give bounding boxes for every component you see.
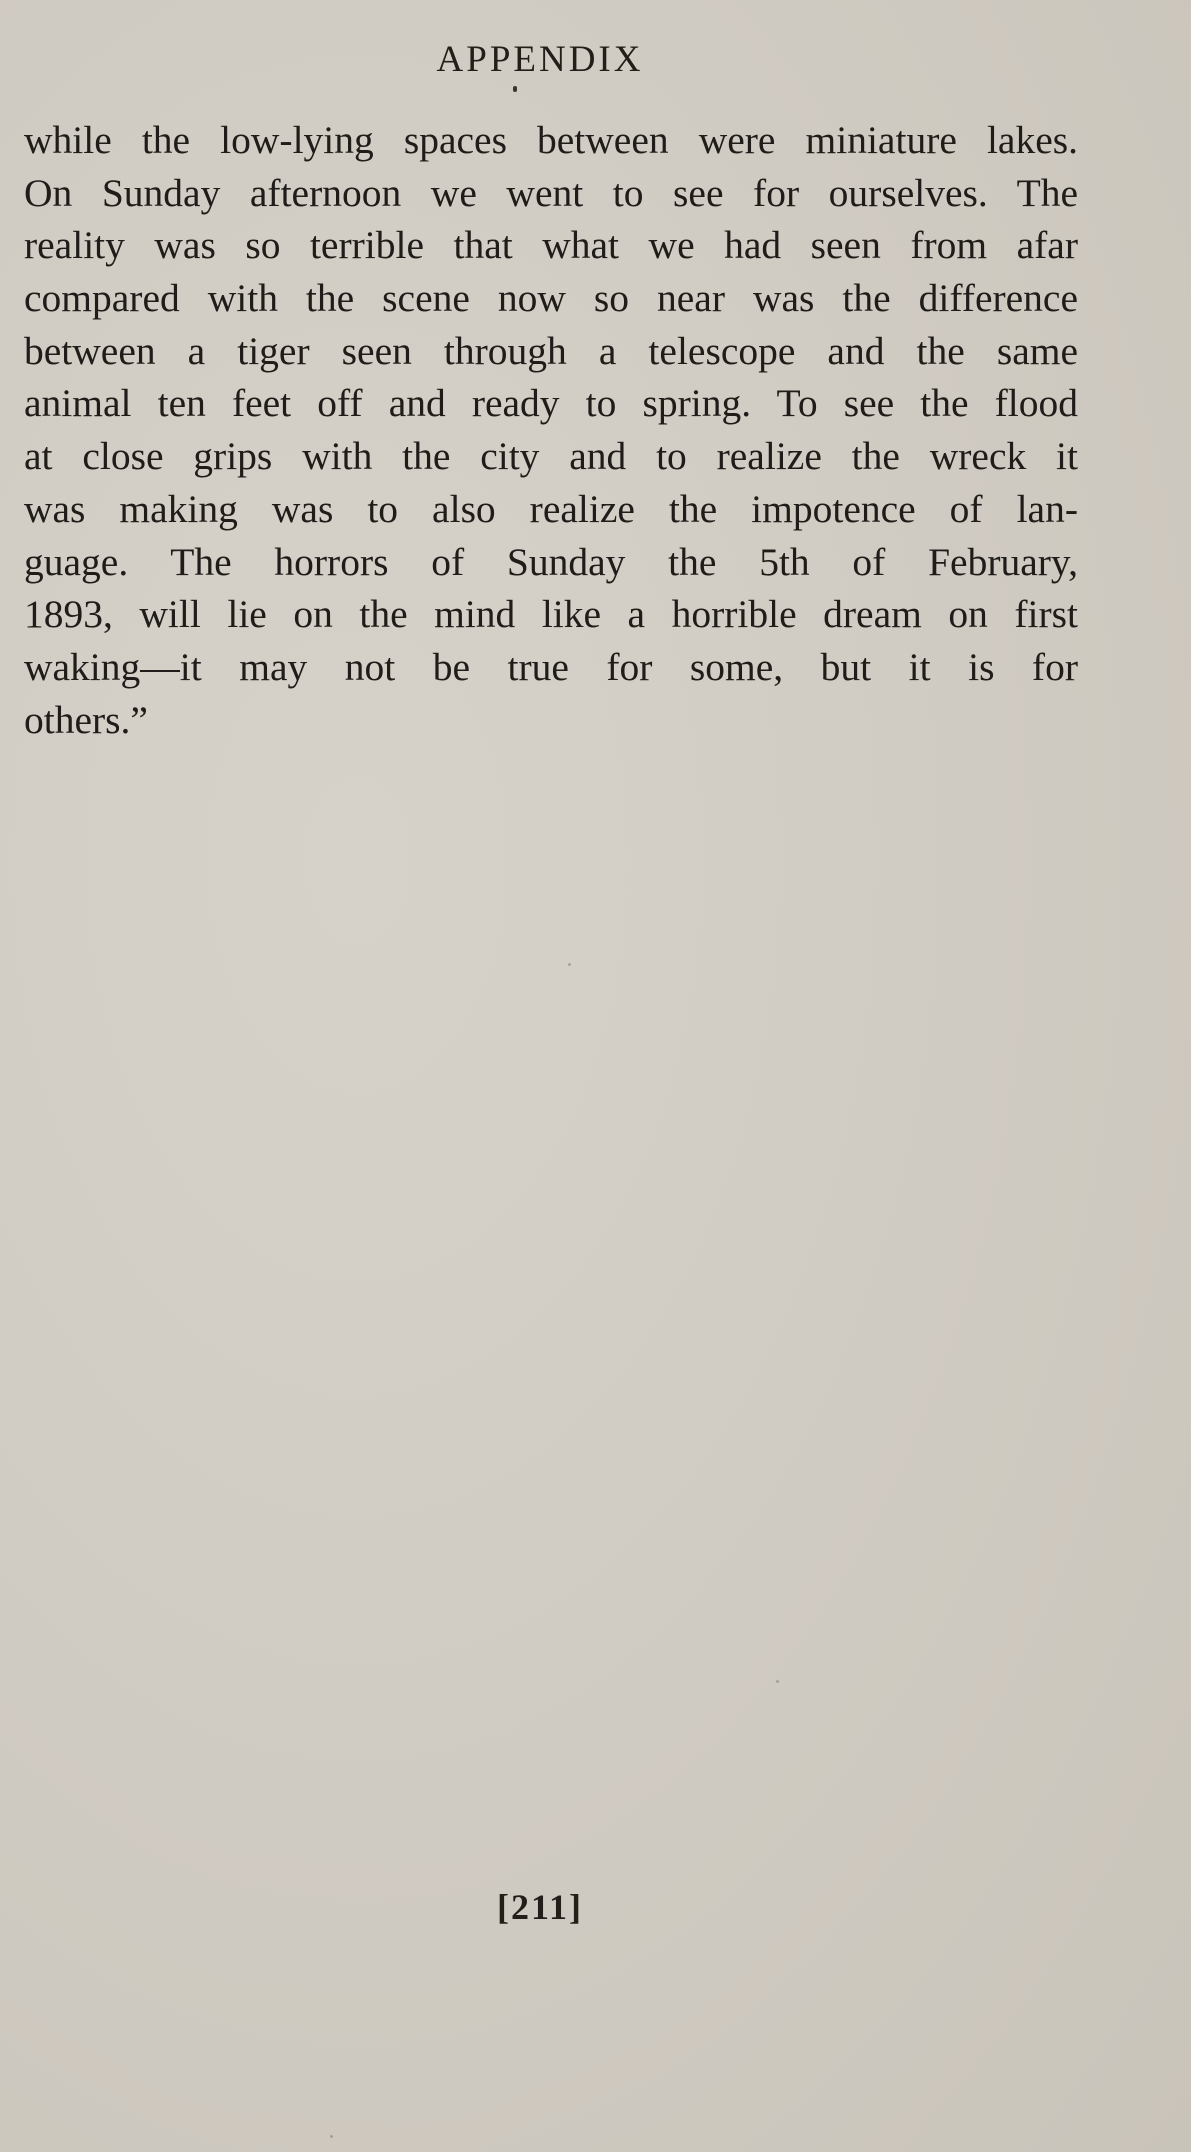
- paper-speck: [568, 963, 571, 966]
- text-line: was making was to also realize the impotence of lan-: [24, 486, 1078, 531]
- text-line: others.”: [24, 697, 148, 742]
- body-text: [24, 114, 1078, 746]
- text-line: animal ten feet off and ready to spring. To see the flood: [24, 381, 1078, 426]
- text-line: at close grips with the city and to realize the wreck it: [24, 434, 1078, 479]
- text-line: On Sunday afternoon we went to see for ourselves. The: [24, 170, 1078, 215]
- text-line: compared with the scene now so near was the difference: [24, 276, 1078, 321]
- text-line: while the low-lying spaces between were miniature lakes.: [24, 118, 1078, 162]
- running-head: APPENDIX: [436, 39, 644, 80]
- text-line: waking—it may not be true for some, but it is for: [24, 644, 1078, 689]
- page-number: [211]: [497, 1887, 583, 1927]
- paper-speck: [330, 2135, 333, 2138]
- text-line: reality was so terrible that what we had seen from afar: [24, 223, 1078, 268]
- text-line: guage. The horrors of Sunday the 5th of February,: [24, 539, 1078, 584]
- text-line: 1893, will lie on the mind like a horrible dream on first: [24, 592, 1078, 637]
- ornament-mark: [513, 86, 517, 92]
- text-line: between a tiger seen through a telescope and the same: [24, 328, 1078, 373]
- paper-speck: [776, 1680, 779, 1683]
